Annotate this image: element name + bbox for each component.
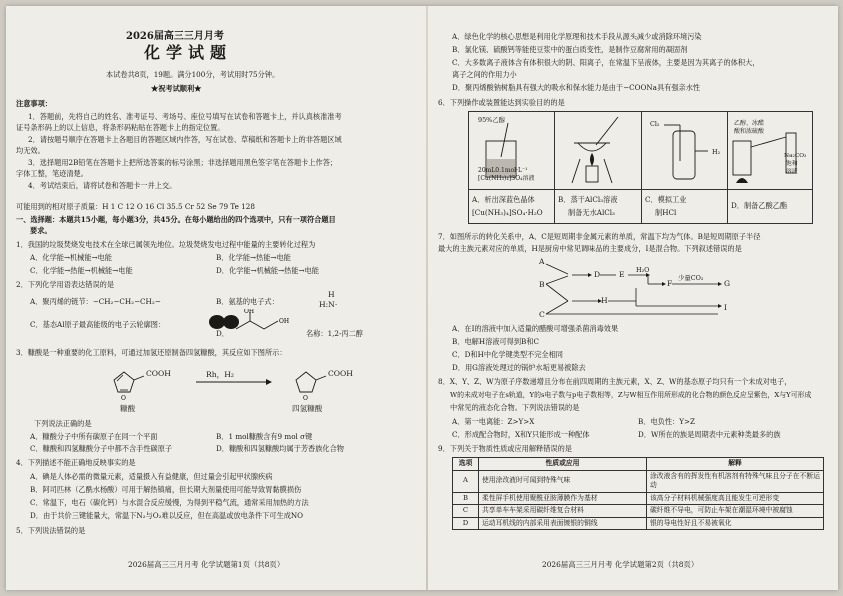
node-d: D bbox=[594, 270, 601, 279]
q5-option-b: B．氯化镁、硫酸钙等能使豆浆中的蛋白质变性，是制作豆腐常用的凝固剂 bbox=[452, 45, 688, 54]
table-row bbox=[453, 505, 824, 518]
q2-option-b: B．氨基的电子式： bbox=[216, 297, 279, 306]
section-heading-cont: 要求。 bbox=[30, 226, 52, 235]
svg-text:O: O bbox=[121, 395, 126, 402]
page-footer: 2026届高三三月月考 化学试题第2页（共8页） bbox=[542, 560, 699, 569]
table-cell: 银的导电性好且不易被氧化 bbox=[647, 517, 824, 530]
label-solution: 溶液 bbox=[786, 169, 798, 175]
table-cell: 共享单车车架采用碳纤维复合材料 bbox=[479, 505, 647, 518]
q6-option-b: B．蒸干AlCl₃溶液 bbox=[558, 195, 618, 204]
q5-option-d: D．聚丙烯酸钠树脂具有强大的吸水和保水能力是由于−COONa具有强亲水性 bbox=[452, 83, 701, 92]
table-row bbox=[453, 470, 824, 492]
node-h: H bbox=[601, 296, 608, 305]
atomic-masses: 可能用到的相对原子质量：H 1 C 12 O 16 Cl 35.5 Cr 52 Se 79 Te 128 bbox=[16, 202, 255, 211]
label-concentration: 20mL0.1mol·L⁻¹ bbox=[478, 167, 528, 174]
label-cl2: Cl₂ bbox=[650, 120, 660, 128]
node-g: G bbox=[724, 279, 731, 288]
q3-option-c: C．糠酸和四氢糠酸分子中都不含手性碳原子 bbox=[30, 444, 173, 453]
note-line: 字体工整，笔迹清楚。 bbox=[16, 169, 88, 178]
question-4: 4．下列描述不能正确地反映事实的是 bbox=[16, 458, 136, 467]
reaction-reagent: Rh，H₂ bbox=[206, 370, 234, 379]
wish-line: ★祝考试顺利★ bbox=[151, 84, 202, 93]
page-footer: 2026届高三三月月考 化学试题第1页（共8页） bbox=[128, 560, 285, 569]
q1-option-a: A．化学能→机械能→电能 bbox=[30, 253, 112, 262]
notes-title: 注意事项： bbox=[16, 99, 52, 108]
q2-option-c: C．基态Al原子最高能级的电子云轮廓图： bbox=[30, 320, 166, 329]
q4-option-a: A．碘是人体必需的微量元素，适量摄入有益健康，但过量会引起甲状腺疾病 bbox=[30, 472, 273, 481]
scanned-exam-sheet bbox=[6, 6, 838, 590]
question-8: 8．X、Y、Z、W为原子序数递增且分布在前四周期的主族元素，X、Z、W的基态原子均只有一个未成对电子， bbox=[438, 377, 792, 386]
table-cell: 柔性屏手机使用聚酰亚胺薄膜作为基材 bbox=[479, 492, 647, 505]
q6-option-a: A．析出深蓝色晶体 bbox=[472, 195, 535, 204]
question-2: 2．下列化学用语表达错误的是 bbox=[16, 280, 115, 289]
node-c: C bbox=[539, 310, 545, 319]
q7-option-b: B．电解H溶液可得到B和C bbox=[452, 337, 540, 346]
table-cell: 运动耳机线的内部采用表面镀银的铜线 bbox=[479, 517, 647, 530]
label-saturated: 饱和 bbox=[786, 161, 798, 167]
question-7-cont: 最大的主族元素对应的单质，H是厨房中常见调味品的主要成分，I是混合物。下列叙述错误的是 bbox=[438, 244, 742, 253]
exam-info: 本试卷共8页，19题。满分100分，考试用时75分钟。 bbox=[106, 70, 280, 79]
note-line: 1．答题前，先将自己的姓名、准考证号、考场号、座位号填写在试卷和答题卡上，并认真核准准考 bbox=[28, 112, 342, 121]
amino-h: H bbox=[328, 290, 335, 299]
q8-option-b: B．电负性：Y>Z bbox=[638, 417, 695, 426]
propanediol-structure bbox=[230, 309, 300, 337]
thfa-name: 四氢糠酸 bbox=[292, 404, 323, 413]
svg-text:OH: OH bbox=[279, 318, 290, 325]
label-reactants-2: 酸和浓硫酸 bbox=[734, 128, 765, 135]
node-a: A bbox=[539, 257, 545, 266]
q8-option-a: A．第一电离能：Z>Y>X bbox=[452, 417, 535, 426]
note-line: 3．选择题用2B铅笔在答题卡上把所选答案的标号涂黑；非选择题用黑色签字笔在答题卡上作答； bbox=[28, 158, 338, 167]
amino-electron-formula: H:N· bbox=[319, 300, 338, 309]
q4-option-b: B．阿司匹林（乙酰水杨酸）可用于解热镇痛，但长期大剂量使用可能导致胃黏膜损伤 bbox=[30, 485, 302, 494]
label-h2: H₂ bbox=[712, 148, 721, 156]
question-3: 3．糠酸是一种重要的化工原料，可通过加氢还原制备四氢糠酸，其反应如下图所示： bbox=[16, 348, 287, 357]
table-cell: 碳纤维不导电，可防止车架在潮湿环境中被腐蚀 bbox=[647, 505, 824, 518]
q5-option-c-cont: 离子之间的作用力小 bbox=[452, 70, 517, 79]
svg-text:O: O bbox=[303, 395, 308, 402]
q3-question: 下列说法正确的是 bbox=[34, 419, 92, 428]
label-reactants-1: 乙醇、冰醋 bbox=[734, 120, 765, 127]
q6-option-d: D．制备乙酸乙酯 bbox=[731, 201, 788, 210]
question-5: 5．下列说法错误的是 bbox=[16, 526, 86, 535]
question-8-cont: W的未成对电子在s轨道，Y的s电子数与p电子数相等，Z与W相互作用所形成的化合物的颜色反应呈紫色，X与Y可形成 bbox=[450, 391, 812, 399]
question-9: 9．下列关于物质性质或应用解释错误的是 bbox=[438, 444, 572, 453]
question-1: 1．我国的垃圾焚烧发电技术在全球已属领先地位。垃圾焚烧发电过程中能量的主要转化过程为 bbox=[16, 240, 316, 249]
q8-option-c: C．形成配合物时，X和Y只能形成一种配体 bbox=[452, 430, 590, 439]
table-row bbox=[453, 517, 824, 530]
question-7: 7．如图所示的转化关系中，A、C是短周期非金属元素的单质，常温下均为气体。B是短周期原子半径 bbox=[438, 232, 761, 241]
q8-option-d: D．W所在的族是周期表中元素种类最多的族 bbox=[638, 430, 781, 439]
note-line: 4．考试结束后，请将试卷和答题卡一并上交。 bbox=[28, 181, 177, 190]
col-header: 选项 bbox=[453, 458, 479, 471]
table-cell: 该高分子材料机械强度高且能发生可逆形变 bbox=[647, 492, 824, 505]
q6-option-a-cont: [Cu(NH₃)₄]SO₄·H₂O bbox=[472, 208, 543, 217]
note-line: 证号条形码上的以上信息，将条形码粘贴在答题卡上的指定位置。 bbox=[16, 123, 225, 132]
label-complex-solution: [Cu(NH₃)₄]SO₄溶液 bbox=[478, 175, 535, 182]
q3-option-a: A．糠酸分子中所有碳原子在同一个平面 bbox=[30, 432, 158, 441]
table-cell: B bbox=[453, 492, 479, 505]
question-6: 6．下列操作或装置能达到实验目的的是 bbox=[438, 98, 565, 107]
table-cell: D bbox=[453, 517, 479, 530]
q2-option-d-name: 名称：1,2-丙二醇 bbox=[306, 329, 363, 338]
q7-option-c: C．D和H中化学键类型不完全相同 bbox=[452, 350, 563, 359]
note-line: 2．请按题号顺序在答题卡上各题目的答题区域内作答，写在试卷、草稿纸和答题卡上的非答题区域 bbox=[28, 135, 342, 144]
table-cell: 使用涂改液时可闻到特殊气味 bbox=[479, 470, 647, 492]
section-heading: 一、选择题：本题共15小题，每小题3分，共45分。在每小题给出的四个选项中，只有一项符合题目 bbox=[16, 215, 336, 224]
edge-label-co2: 少量CO₂ bbox=[678, 274, 704, 282]
subject-title: 化学试题 bbox=[144, 43, 233, 62]
table-cell: 涂改液含有的挥发性有机溶剂有特殊气味且分子在不断运动 bbox=[647, 470, 824, 492]
q7-option-a: A．在I的溶液中加入适量的醋酸可增强杀菌消毒效果 bbox=[452, 324, 619, 333]
q3-option-d: D．糠酸和四氢糠酸均属于芳香族化合物 bbox=[216, 444, 344, 453]
node-i: I bbox=[724, 303, 727, 312]
q5-option-c: C．大多数离子液体含有体积很大的阴、阳离子，在常温下呈液体，主要是因为其离子的体积大， bbox=[452, 58, 760, 67]
page-2 bbox=[438, 6, 830, 590]
node-b: B bbox=[539, 280, 545, 289]
node-e: E bbox=[619, 270, 625, 279]
table-cell: A bbox=[453, 470, 479, 492]
table-header-row bbox=[453, 458, 824, 471]
table-cell: C bbox=[453, 505, 479, 518]
q1-option-c: C．化学能→热能→机械能→电能 bbox=[30, 266, 133, 275]
col-header: 性质或应用 bbox=[479, 458, 647, 471]
page-fold bbox=[426, 6, 428, 590]
carboxyl-label-1: COOH bbox=[146, 369, 171, 378]
node-f: F bbox=[667, 279, 673, 288]
q6-option-c-cont: 制HCl bbox=[655, 208, 677, 217]
q9-table bbox=[452, 457, 824, 530]
q1-option-b: B．化学能→热能→电能 bbox=[216, 253, 291, 262]
table-row bbox=[453, 492, 824, 505]
label-ethanol: 95%乙醇 bbox=[478, 116, 505, 124]
exam-title: 2026届高三三月月考 bbox=[126, 31, 224, 42]
q4-option-d: D．由于共价三键能量大，常温下N₂与O₂难以反应，但在高温或放电条件下可生成NO bbox=[30, 511, 304, 520]
q5-option-a: A．绿色化学的核心思想是利用化学原理和技术手段从源头减少或消除环境污染 bbox=[452, 32, 702, 41]
furoic-acid-name: 糠酸 bbox=[120, 404, 136, 413]
label-na2co3: Na₂CO₃ bbox=[784, 153, 807, 159]
question-8-cont2: 中常见的液态化合物。下列说法错误的是 bbox=[450, 403, 580, 412]
edge-label-water: H₂O bbox=[636, 266, 650, 274]
q6-option-b-cont: 制备无水AlCl₃ bbox=[568, 208, 615, 217]
q2-option-d: D． bbox=[216, 329, 229, 338]
q3-option-b: B．1 mol糠酸含有9 mol σ键 bbox=[216, 432, 313, 441]
col-header: 解释 bbox=[647, 458, 824, 471]
q2-option-a: A．聚丙烯的链节：−CH₂−CH₂−CH₂− bbox=[30, 297, 161, 306]
q6-option-c: C．模拟工业 bbox=[645, 195, 687, 204]
q4-option-c: C．常温下，电石（碳化钙）与水混合反应缓慢，为得到平稳气流，通常采用加热的方法 bbox=[30, 498, 309, 507]
q1-option-d: D．化学能→机械能→热能→电能 bbox=[216, 266, 319, 275]
note-line: 均无效。 bbox=[16, 146, 45, 155]
q7-option-d: D．用G溶液处理过的锅炉水垢更易被除去 bbox=[452, 363, 586, 372]
carboxyl-label-2: COOH bbox=[328, 369, 353, 378]
svg-text:OH: OH bbox=[244, 309, 255, 315]
transformation-diagram bbox=[538, 256, 768, 320]
page-1 bbox=[16, 6, 416, 590]
